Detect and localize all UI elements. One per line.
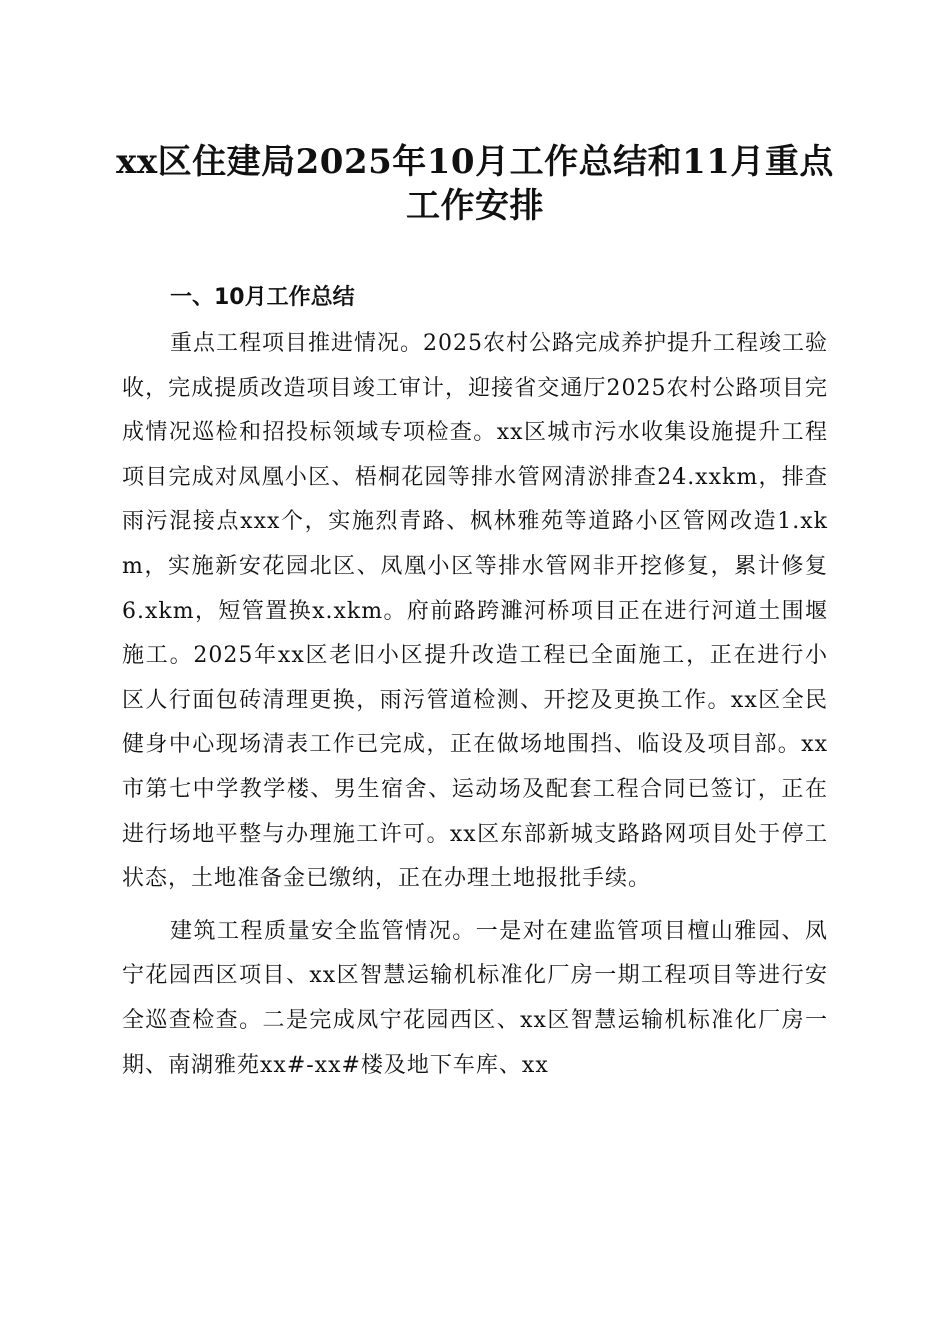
paragraph-key-projects: 重点工程项目推进情况。2025农村公路完成养护提升工程竣工验收，完成提质改造项目竣工审计，迎接省交通厅2025农村公路项目完成情况巡检和招投标领域专项检查。xx区城市污水收集设施提升工程项目完成对凤凰小区、梧桐花园等排水管网清淤排查24.xxkm，排查雨污混接点xxx个，实施烈青路、枫林雅苑等道路小区管网改造1.xkm，实施新安花园北区、凤凰小区等排水管网非开挖修复，累计修复6.xkm，短管置换x.xkm。府前路跨濉河桥项目正在进行河道土围堰施工。2025年xx区老旧小区提升改造工程已全面施工，正在进行小区人行面包砖清理更换，雨污管道检测、开挖及更换工作。xx区全民健身中心现场清表工作已完成，正在做场地围挡、临设及项目部。xx市第七中学教学楼、男生宿舍、运动场及配套工程合同已签订，正在进行场地平整与办理施工许可。xx区东部新城支路路网项目处于停工状态，土地准备金已缴纳，正在办理土地报批手续。 [122, 331, 828, 892]
paragraph-quality-safety: 建筑工程质量安全监管情况。一是对在建监管项目檀山雅园、凤宁花园西区项目、xx区智慧运输机标准化厂房一期工程项目等进行安全巡查检查。二是完成凤宁花园西区、xx区智慧运输机标准化厂房一期、南湖雅苑xx#-xx#楼及地下车库、xx [122, 918, 828, 1078]
section-heading: 一、10月工作总结 [170, 285, 355, 310]
document-body [122, 278, 828, 1096]
document-title: xx区住建局2025年10月工作总结和11月重点工作安排 [116, 142, 834, 226]
